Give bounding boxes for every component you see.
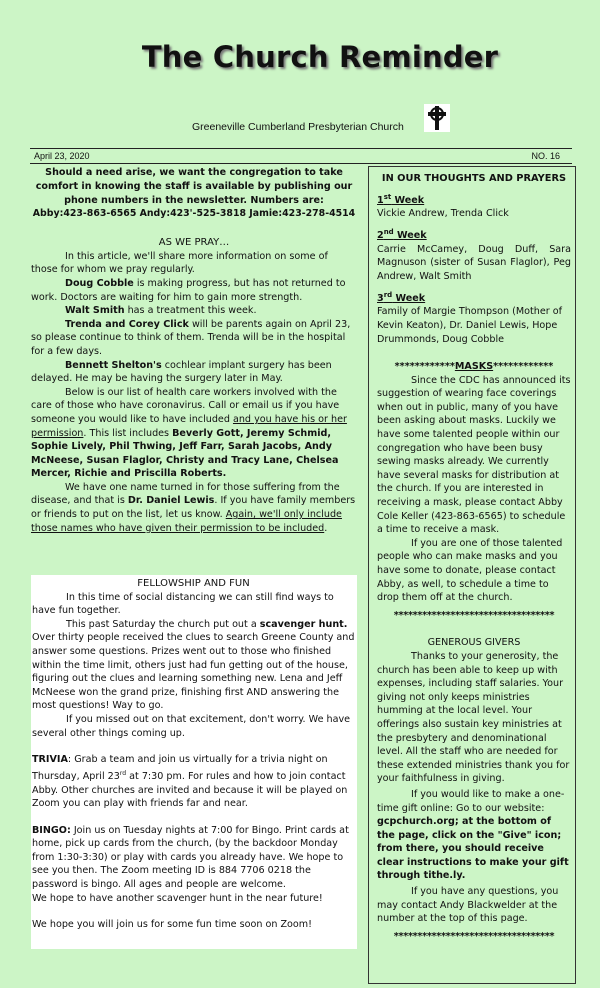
divider: ********************************** bbox=[393, 609, 555, 621]
paragraph: Bennett Shelton's cochlear implant surgery has been delayed. He may be having the surgery later in May. bbox=[31, 359, 332, 385]
paragraph: Since the CDC has announced its suggestion of wearing face coverings when out in public, many of you have been asking about masks. Luckily we have some talented people within our congregation who have been busy sewing masks already. We currently have several masks for distribution at the church. If you are interested in receiving a mask, please contact Abby Cole Keller (423-863-6565) to schedule a time to receive a mask. bbox=[377, 374, 571, 536]
paragraph: Doug Cobble is making progress, but has not returned to work. Doctors are waiting for him to gain more strength. bbox=[31, 277, 346, 303]
celtic-cross-icon bbox=[424, 104, 450, 132]
section-heading: GENEROUS GIVERS bbox=[427, 637, 521, 649]
paragraph: If you have any questions, you may contact Andy Blackwelder at the number at the top of this page. bbox=[377, 886, 559, 925]
paragraph: We have one name turned in for those suffering from the disease, and that is Dr. Daniel Lewis. If you have family members or friends to put on the list, let us know. Again, we'll only include those names who have given their permission to be included. bbox=[31, 481, 356, 534]
issue-date: April 23, 2020 bbox=[34, 151, 90, 161]
as-we-pray-section bbox=[31, 236, 357, 535]
paragraph: In this article, we'll share more information on some of those for whom we pray regularly. bbox=[31, 250, 328, 276]
section-heading: AS WE PRAY… bbox=[158, 237, 230, 249]
divider: ********************************** bbox=[393, 930, 555, 942]
paragraph: Below is our list of health care workers involved with the care of those who have coronavirus. Call or email us if you have someone you would like to have included and you have his or her permission. This list includes Beverly Gott, Jeremy Schmid, Sophie Lively, Phil Thwing, Jeff Farr, Sarah Jacobs, Andy McNeese, Susan Flaglor, Christy and Tracy Lane, Chelsea Mercer, Richie and Priscilla Roberts. bbox=[31, 386, 347, 480]
staff-phone-numbers: Abby:423-863-6565 Andy:423'-525-3818 Jamie:423-278-4514 bbox=[32, 208, 356, 220]
page-title: The Church Reminder bbox=[141, 40, 499, 74]
paragraph: We hope to have another scavenger hunt in the near future! bbox=[32, 892, 323, 904]
paragraph: This past Saturday the church put out a scavenger hunt. Over thirty people received the clues to search Greene County and answer some questions. Prizes went out to those who finished within the time limit, others just had fun getting out of the house, figuring out the clues and learning something new. Lena and Jeff McNeese won the grand prize, finishing first AND answering the most questions! Way to go. bbox=[32, 618, 355, 712]
paragraph: If you are one of those talented people who can make masks and you have some to donate, please contact Abby, as well, to schedule a time to drop them off at the church. bbox=[377, 537, 563, 604]
closing-line: We hope you will join us for some fun time soon on Zoom! bbox=[32, 919, 312, 931]
week-list: Carrie McCamey, Doug Duff, Sara Magnuson (sister of Susan Flaglor), Peg Andrew, Walt Smith bbox=[377, 243, 571, 282]
week-list: Family of Margie Thompson (Mother of Kevin Keaton), Dr. Daniel Lewis, Hope Drummonds, Doug Cobble bbox=[377, 306, 562, 345]
bingo-paragraph: BINGO: Join us on Tuesday nights at 7:00 for Bingo. Print cards at home, pick up cards from the church, (by the backdoor Monday from 1:30-3:30) or play with cards you already have. We hope to see you then. The Zoom meeting ID is 884 7706 0218 the password is bingo. All ages and people are welcome. bbox=[32, 824, 349, 891]
staff-phone-notice: Should a need arise, we want the congregation to take comfort in knowing the staff is available by publishing our phone numbers in the newsletter. Numbers are: Abby:423-863-6565 Andy:423'-525-3818 Jamie:423-278-4514 bbox=[32, 167, 356, 220]
paragraph: Trenda and Corey Click will be parents again on April 23, so please continue to think of them. Trenda will be in the hospital for a few days. bbox=[31, 318, 351, 357]
paragraph: In this time of social distancing we can still find ways to have fun together. bbox=[32, 591, 334, 617]
week-heading: 3rd Week bbox=[377, 290, 426, 304]
paragraph: Walt Smith has a treatment this week. bbox=[65, 305, 257, 317]
paragraph: Thanks to your generosity, the church has been able to keep up with expenses, including staff salaries. Your giving not only keeps ministries humming at the local level. Your offerings also sustain key ministries at the presbytery and denominational level. All the staff who are needed for these extended ministries thank you for your faithfulness in giving. bbox=[377, 650, 570, 785]
issue-number: NO. 16 bbox=[531, 151, 560, 161]
date-line bbox=[30, 148, 572, 164]
section-heading: IN OUR THOUGHTS AND PRAYERS bbox=[381, 173, 567, 184]
week-list: Vickie Andrew, Trenda Click bbox=[377, 208, 509, 220]
paragraph: If you would like to make a one-time gift online: Go to our website: gcpchurch.org; at the bottom of the page, click on the "Give" icon; from there, you should receive clear instructions to make your gift through tithe.ly. bbox=[377, 788, 569, 882]
week-heading: 2nd Week bbox=[377, 227, 427, 242]
section-heading: FELLOWSHIP AND FUN bbox=[137, 578, 250, 589]
paragraph: If you missed out on that excitement, don't worry. We have several other things coming up. bbox=[32, 713, 351, 739]
right-column bbox=[368, 166, 576, 984]
trivia-paragraph: TRIVIA: Grab a team and join us virtually for a trivia night on Thursday, April 23rd at 7:30 pm. For rules and how to join contact Abby. Other churches are invited and because it will be played on Zoom you can play with friends far and near. bbox=[32, 754, 348, 810]
fellowship-box bbox=[31, 575, 357, 949]
masks-heading: ************MASKS************ bbox=[394, 361, 554, 373]
left-column bbox=[31, 166, 357, 535]
church-name: Greeneville Cumberland Presbyterian Church bbox=[192, 121, 404, 133]
week-heading: 1st Week bbox=[377, 192, 425, 206]
